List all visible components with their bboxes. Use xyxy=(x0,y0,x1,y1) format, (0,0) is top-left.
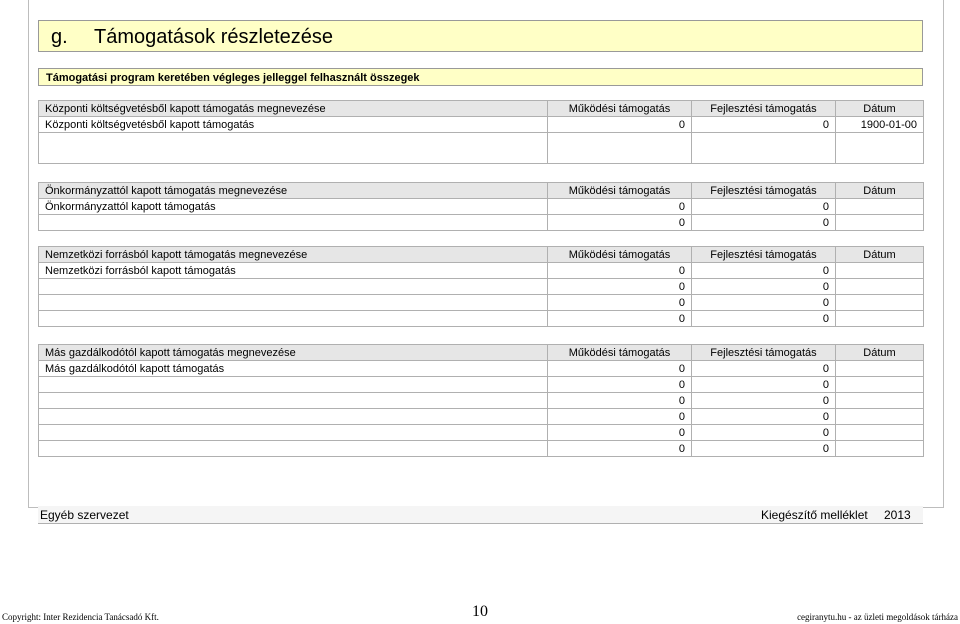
cell-name: Nemzetközi forrásból kapott támogatás xyxy=(39,263,548,279)
cell-name xyxy=(39,279,548,295)
operating-column-header: Működési támogatás xyxy=(548,101,692,117)
cell-name xyxy=(39,133,548,164)
cell-operating: 0 xyxy=(548,425,692,441)
cell-development: 0 xyxy=(692,425,836,441)
central-support-table xyxy=(38,100,924,164)
cell-development: 0 xyxy=(692,311,836,327)
cell-development: 0 xyxy=(692,117,836,133)
cell-development: 0 xyxy=(692,377,836,393)
cell-operating: 0 xyxy=(548,279,692,295)
cell-operating: 0 xyxy=(548,295,692,311)
name-column-header: Központi költségvetésből kapott támogatás megnevezése xyxy=(39,101,548,117)
cell-development: 0 xyxy=(692,199,836,215)
name-column-header: Önkormányzattól kapott támogatás megnevezése xyxy=(39,183,548,199)
cell-date xyxy=(836,441,924,457)
table-row xyxy=(39,361,924,377)
footer-bar xyxy=(38,506,923,524)
operating-column-header: Működési támogatás xyxy=(548,345,692,361)
page-number: 10 xyxy=(472,603,488,620)
table-header-row xyxy=(39,247,924,263)
footer-annex: Kiegészítő melléklet xyxy=(761,508,868,522)
cell-name: Központi költségvetésből kapott támogatás xyxy=(39,117,548,133)
cell-operating: 0 xyxy=(548,409,692,425)
table-header-row xyxy=(39,183,924,199)
table-row xyxy=(39,215,924,231)
date-column-header: Dátum xyxy=(836,183,924,199)
table-row xyxy=(39,377,924,393)
cell-name xyxy=(39,311,548,327)
cell-development: 0 xyxy=(692,409,836,425)
operating-column-header: Működési támogatás xyxy=(548,183,692,199)
cell-development: 0 xyxy=(692,279,836,295)
cell-name xyxy=(39,377,548,393)
cell-operating: 0 xyxy=(548,263,692,279)
cell-date xyxy=(836,199,924,215)
table-header-row xyxy=(39,345,924,361)
cell-date xyxy=(836,279,924,295)
table-row xyxy=(39,441,924,457)
cell-operating: 0 xyxy=(548,215,692,231)
cell-operating xyxy=(548,133,692,164)
development-column-header: Fejlesztési támogatás xyxy=(692,247,836,263)
cell-operating: 0 xyxy=(548,361,692,377)
cell-date xyxy=(836,361,924,377)
cell-development: 0 xyxy=(692,441,836,457)
development-column-header: Fejlesztési támogatás xyxy=(692,345,836,361)
cell-operating: 0 xyxy=(548,199,692,215)
page-title: Támogatások részletezése xyxy=(94,26,334,48)
cell-date xyxy=(836,295,924,311)
cell-development: 0 xyxy=(692,361,836,377)
table-row xyxy=(39,133,924,164)
table-row xyxy=(39,117,924,133)
table-header-row xyxy=(39,101,924,117)
table-row xyxy=(39,393,924,409)
cell-date xyxy=(836,377,924,393)
table-row xyxy=(39,425,924,441)
cell-name xyxy=(39,441,548,457)
name-column-header: Nemzetközi forrásból kapott támogatás megnevezése xyxy=(39,247,548,263)
international-support-table xyxy=(38,246,924,327)
site-text: cegiranytu.hu - az üzleti megoldások tárháza xyxy=(797,612,958,622)
cell-development: 0 xyxy=(692,215,836,231)
cell-development: 0 xyxy=(692,393,836,409)
cell-operating: 0 xyxy=(548,311,692,327)
section-letter: g. xyxy=(51,26,68,48)
section-title-box xyxy=(38,20,923,52)
table-row xyxy=(39,279,924,295)
table-row xyxy=(39,263,924,279)
cell-date xyxy=(836,215,924,231)
cell-development: 0 xyxy=(692,295,836,311)
date-column-header: Dátum xyxy=(836,345,924,361)
footer-org: Egyéb szervezet xyxy=(40,508,129,522)
development-column-header: Fejlesztési támogatás xyxy=(692,183,836,199)
cell-name xyxy=(39,215,548,231)
cell-name: Más gazdálkodótól kapott támogatás xyxy=(39,361,548,377)
cell-date xyxy=(836,263,924,279)
copyright: Copyright: Inter Rezidencia Tanácsadó Kft. xyxy=(2,612,159,622)
date-column-header: Dátum xyxy=(836,101,924,117)
footer-year: 2013 xyxy=(884,508,911,522)
cell-date xyxy=(836,409,924,425)
table-row xyxy=(39,199,924,215)
cell-name: Önkormányzattól kapott támogatás xyxy=(39,199,548,215)
operating-column-header: Működési támogatás xyxy=(548,247,692,263)
cell-development: 0 xyxy=(692,263,836,279)
cell-date xyxy=(836,311,924,327)
business-support-table xyxy=(38,344,924,457)
cell-date xyxy=(836,133,924,164)
development-column-header: Fejlesztési támogatás xyxy=(692,101,836,117)
table-row xyxy=(39,311,924,327)
cell-date xyxy=(836,393,924,409)
table-row xyxy=(39,295,924,311)
cell-development xyxy=(692,133,836,164)
cell-name xyxy=(39,393,548,409)
cell-operating: 0 xyxy=(548,117,692,133)
cell-date: 1900-01-00 xyxy=(836,117,924,133)
date-column-header: Dátum xyxy=(836,247,924,263)
cell-name xyxy=(39,409,548,425)
table-row xyxy=(39,409,924,425)
cell-name xyxy=(39,425,548,441)
cell-operating: 0 xyxy=(548,441,692,457)
cell-operating: 0 xyxy=(548,393,692,409)
cell-name xyxy=(39,295,548,311)
cell-operating: 0 xyxy=(548,377,692,393)
name-column-header: Más gazdálkodótól kapott támogatás megnevezése xyxy=(39,345,548,361)
cell-date xyxy=(836,425,924,441)
subtitle: Támogatási program keretében végleges jelleggel felhasznált összegek xyxy=(38,68,923,86)
local-gov-support-table xyxy=(38,182,924,231)
